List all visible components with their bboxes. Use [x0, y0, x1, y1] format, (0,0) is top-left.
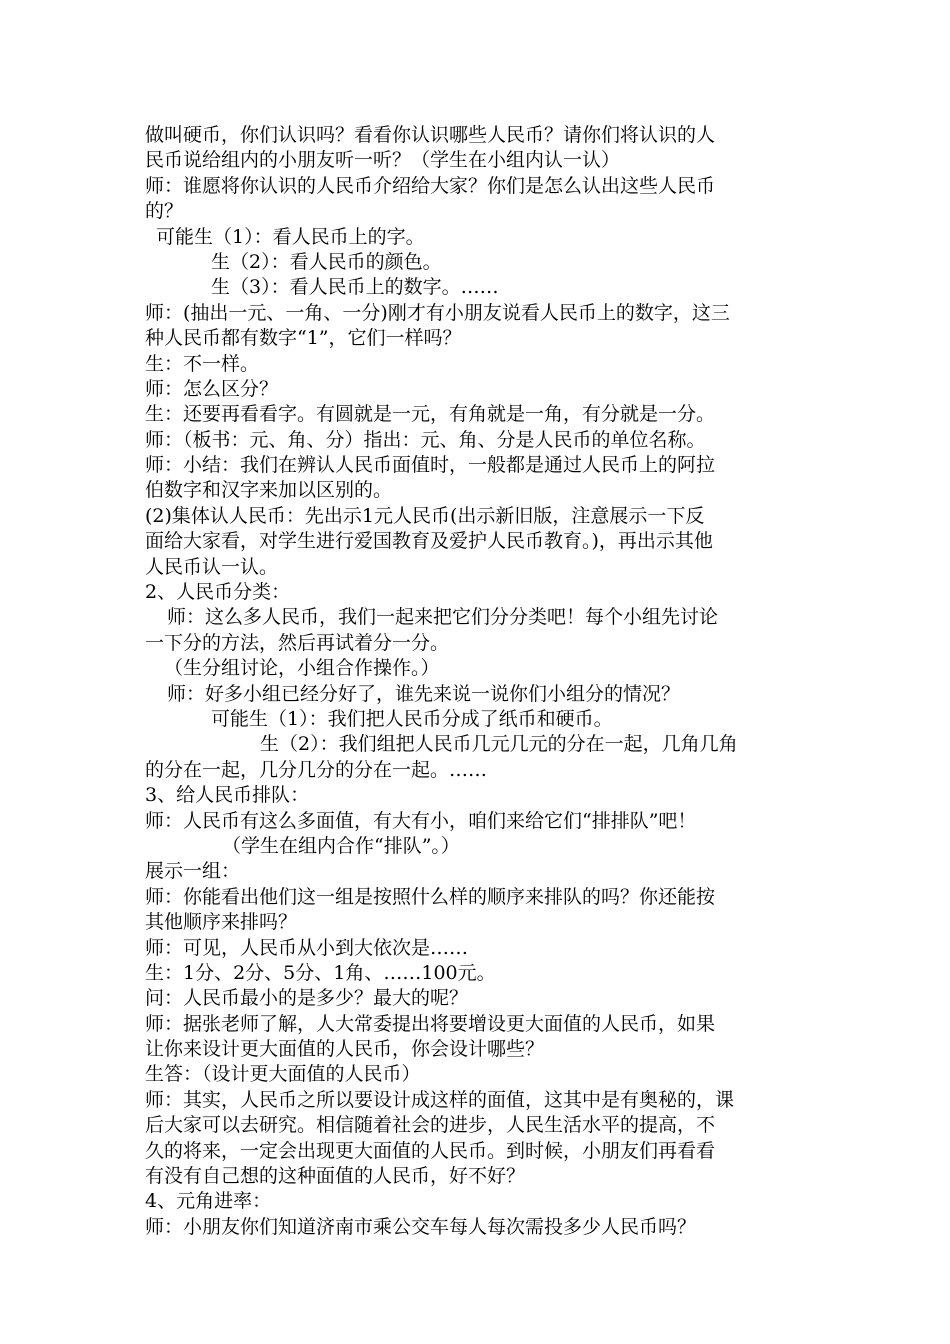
text-line: 生答：（设计更大面值的人民币）	[145, 1063, 421, 1086]
text-line: 伯数字和汉字来加以区别的。	[145, 479, 393, 502]
text-line: 生（2）：我们组把人民币几元几元的分在一起，几角几角	[260, 733, 738, 756]
text-line: 生（3）：看人民币上的数字。……	[211, 276, 499, 299]
text-line: 民币说给组内的小朋友听一听？（学生在小组内认一认）	[145, 149, 621, 172]
text-line: 种人民币都有数字“1”，它们一样吗？	[145, 327, 462, 350]
text-line: 让你来设计更大面值的人民币，你会设计哪些？	[145, 1038, 545, 1061]
text-line: 师：（板书：元、角、分）指出：元、角、分是人民币的单位名称。	[145, 428, 706, 451]
text-line: 师：(抽出一元、一角、一分)刚才有小朋友说看人民币上的数字，这三	[145, 301, 730, 324]
text-line: 后大家可以去研究。相信随着社会的进步，人民生活水平的提高，不	[145, 1114, 716, 1137]
text-line: 师：可见，人民币从小到大依次是……	[145, 936, 469, 959]
text-line: 师：据张老师了解，人大常委提出将要增设更大面值的人民币，如果	[145, 1012, 716, 1035]
text-line: 人民币认一认。	[145, 555, 279, 578]
section-heading: 4、元角进率：	[145, 1190, 272, 1213]
text-line: 师：这么多人民币，我们一起来把它们分分类吧！每个小组先讨论	[167, 606, 719, 629]
text-line: 一下分的方法，然后再试着分一分。	[145, 631, 450, 654]
text-line: 生（2）：看人民币的颜色。	[211, 250, 442, 273]
text-line: （学生在组内合作“排队”。）	[222, 834, 460, 857]
text-line: 展示一组：	[145, 860, 241, 883]
text-line: 师：你能看出他们这一组是按照什么样的顺序来排队的吗？你还能按	[145, 885, 716, 908]
text-line: 师：好多小组已经分好了，谁先来说一说你们小组分的情况？	[167, 682, 681, 705]
text-line: (2)集体认人民币：先出示1元人民币(出示新旧版，注意展示一下反	[145, 504, 705, 527]
text-line: 师：怎么区分？	[145, 377, 279, 400]
text-line: 有没有自己想的这种面值的人民币，好不好？	[145, 1165, 526, 1188]
text-line: 可能生（1）：我们把人民币分成了纸币和硬币。	[211, 707, 613, 730]
text-line: 师：其实，人民币之所以要设计成这样的面值，这其中是有奥秘的，课	[145, 1088, 735, 1111]
text-line: 问：人民币最小的是多少？最大的呢？	[145, 987, 469, 1010]
text-line: 其他顺序来排吗？	[145, 911, 298, 934]
text-line: 面给大家看，对学生进行爱国教育及爱护人民币教育。)，再出示其他	[145, 530, 713, 553]
text-line: 师：小结：我们在辨认人民币面值时，一般都是通过人民币上的阿拉	[145, 454, 716, 477]
section-heading: 3、给人民币排队：	[145, 784, 310, 807]
text-line: 久的将来，一定会出现更大面值的人民币。到时候，小朋友们再看看	[145, 1139, 716, 1162]
text-line: 师：人民币有这么多面值，有大有小，咱们来给它们“排排队”吧！	[145, 809, 697, 832]
text-line: 可能生（1）：看人民币上的字。	[156, 225, 425, 248]
text-line: 生：1分、2分、5分、1角、……100元。	[145, 961, 496, 984]
text-line: 生：还要再看看字。有圆就是一元，有角就是一角，有分就是一分。	[145, 403, 716, 426]
text-line: 师：小朋友你们知道济南市乘公交车每人每次需投多少人民币吗？	[145, 1215, 697, 1238]
text-line: 生：不一样。	[145, 352, 260, 375]
text-line: 做叫硬币，你们认识吗？看看你认识哪些人民币？请你们将认识的人	[145, 124, 716, 146]
text-line: 师：谁愿将你认识的人民币介绍给大家？你们是怎么认出这些人民币	[145, 174, 716, 197]
section-heading: 2、人民币分类：	[145, 581, 291, 604]
text-line: 的？	[145, 200, 184, 223]
text-line: （生分组讨论，小组合作操作。）	[164, 657, 440, 680]
text-line: 的分在一起，几分几分的分在一起。……	[145, 758, 488, 781]
lesson-text	[145, 123, 810, 1240]
